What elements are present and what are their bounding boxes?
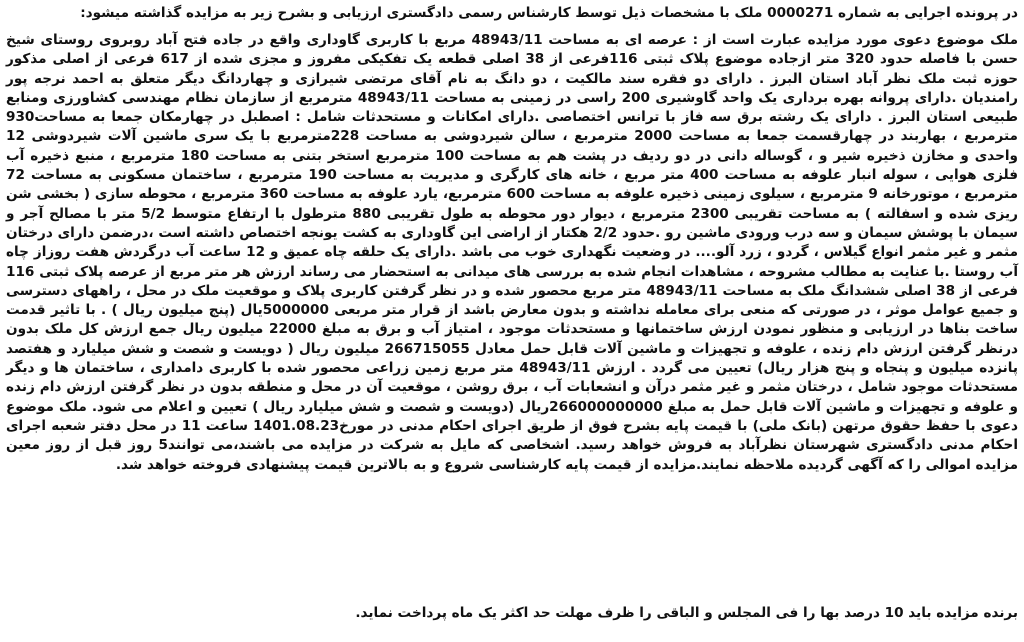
notice-body: ملک موضوع دعوی مورد مزایده عبارت است از : عرصه ای به مساحت 48943/11 مربع با کاربری گاوداری واقع در جاده فتح آباد روبروی روستای شیخ حسن با فاصله حدود 320 متر ازجاده موضوع پلاک ثبتی 116فرعی از 38 اصلی قطعه یک تفکیکی مفروز و مجزی شده از 617 فرعی از اصلی مذکور حوزه ثبت ملک نظر آباد استان البرز . دارای دو فقره سند مالکیت ، دو دانگ به نام آقای مرتضی شیرازی و چهاردانگ دیگر متعلق به احمد نرجه پور رامندیان .دارای پروانه بهره برداری یک واحد گاوشیری 200 راسی در زمینی به مساحت 48943/11 مترمربع از سازمان نظام مهندسی کشاورزی ومنابع طبیعی استان البرز . دارای یک رشته برق سه فاز با ترانس اختصاصی .دارای امکانات و مستحدثات شامل : اصطبل در چهارمکان جمعا به مساحت930 مترمربع ، بهاربند در چهارقسمت جمعا به مساحت 2000 مترمربع ، سالن شیردوشی به مساحت 228مترمربع با یک سری ماشین آلات شیردوشی 12 واحدی و مخازن ذخیره شیر و ، گوساله دانی در دو ردیف در پشت هم به مساحت 100 مترمربع استخر بتنی به مساحت 180 مترمربع ، منبع ذخیره آب فلزی هوایی ، سوله انبار علوفه به مساحت 400 متر مربع ، خانه های کارگری و مدیریت به مساحت 190 مترمربع ، ساختمان مسکونی به مساحت 72 مترمربع ، موتورخانه 9 مترمربع ، سیلوی زمینی ذخیره علوفه به مساحت 600 مترمربع، یارد علوفه به مساحت 360 مترمربع ، محوطه سازی ( بخشی شن ریزی شده و اسفالته ) به مساحت تقریبی 2300 مترمربع ، دیوار دور محوطه به طول تقریبی 880 مترطول با ارتفاع متوسط 5/2 متر با مصالح آجر و سیمان با پوشش سیمان و سه درب ورودی ماشین رو .حدود 2/2 هکتار از اراضی این گاوداری به کشت یونجه اختصاص داشته است ،درضمن دارای درختان مثمر و غیر مثمر انواع گیلاس ، گردو ، زرد آلو.... در وضعیت نگهداری خوب می باشد .دارای یک حلقه چاه عمیق و 12 ساعت آب درگردش هفت روزاز چاه آب روستا .با عنایت به مطالب مشروحه ، مشاهدات انجام شده به بررسی های میدانی به استحضار می رساند ارزش هر متر مربع از عرصه پلاک ثبتی 116 فرعی از 38 اصلی ششدانگ ملک به مساحت 48943/11 متر مربع محصور شده و در نظر گرفتن کاربری پلاک و موقعیت ملک در محل ، راههای دسترسی و جمیع عوامل موثر ، در صورتی که منعی برای معامله نداشته و بدون معارض باشد از قرار متر مربعی 5000000یال (پنج میلیون ریال ) . با تاثیر قدمت ساخت بناها در ارزیابی و منظور نمودن ارزش ساختمانها و مستحدثات موجود ، امتیاز آب و برق به مبلغ 22000 میلیون ریال جمع ارزش کل ملک بدون درنظر گرفتن ارزش دام زنده ، علوفه و تجهیزات و ماشین آلات قابل حمل معادل 266715055 میلیون ریال ( دویست و شصت و شش میلیارد و هفتصد پانزده میلیون و پنجاه و پنج هزار ریال) تعیین می گردد . ارزش 48943/11 متر مربع زمین زراعی محصور شده با کاربری دامداری ، ساختمان ها و دیگر مستحدثات موجود شامل ، درختان مثمر و غیر مثمر درآن و انشعابات آب ، برق روشن ، موقعیت آن در محل و منطقه بدون در نظر گرفتن ارزش دام زنده و علوفه و تجهیزات و ماشین آلات قابل حمل به مبلغ 266000000000ریال (دویست و شصت و شش میلیارد ریال ) تعیین و اعلام می شود. ملک موضوع دعوی با حفظ حقوق مرتهن (بانک ملی) با قیمت پایه بشرح فوق از طریق اجرای احکام مدنی در مورخ1401.08.23 ساعت 11 در محل دفتر شعبه اجرای احکام مدنی دادگستری شهرستان نظرآباد به فروش خواهد رسید. اشخاصی که مایل به شرکت در مزایده می باشند،می توانند5 روز قبل از روز معین مزایده اموالی را که آگهی گردیده ملاحظه نمایند.مزایده از قیمت پایه کارشناسی شروع و به بالاترین قیمت پیشنهادی فروخته خواهد شد. (6, 32, 1019, 473)
notice-payment-terms: برنده مزایده باید 10 درصد بها را فی المجلس و الباقی را ظرف مهلت حد اکثر یک ماه پرداخت نماید. (355, 605, 1018, 621)
notice-intro: در پرونده اجرایی به شماره 0000271 ملک با مشخصات ذیل توسط کارشناس رسمی دادگستری ارزیابی و بشرح زیر به مزایده گذاشته میشود: (80, 5, 1018, 21)
